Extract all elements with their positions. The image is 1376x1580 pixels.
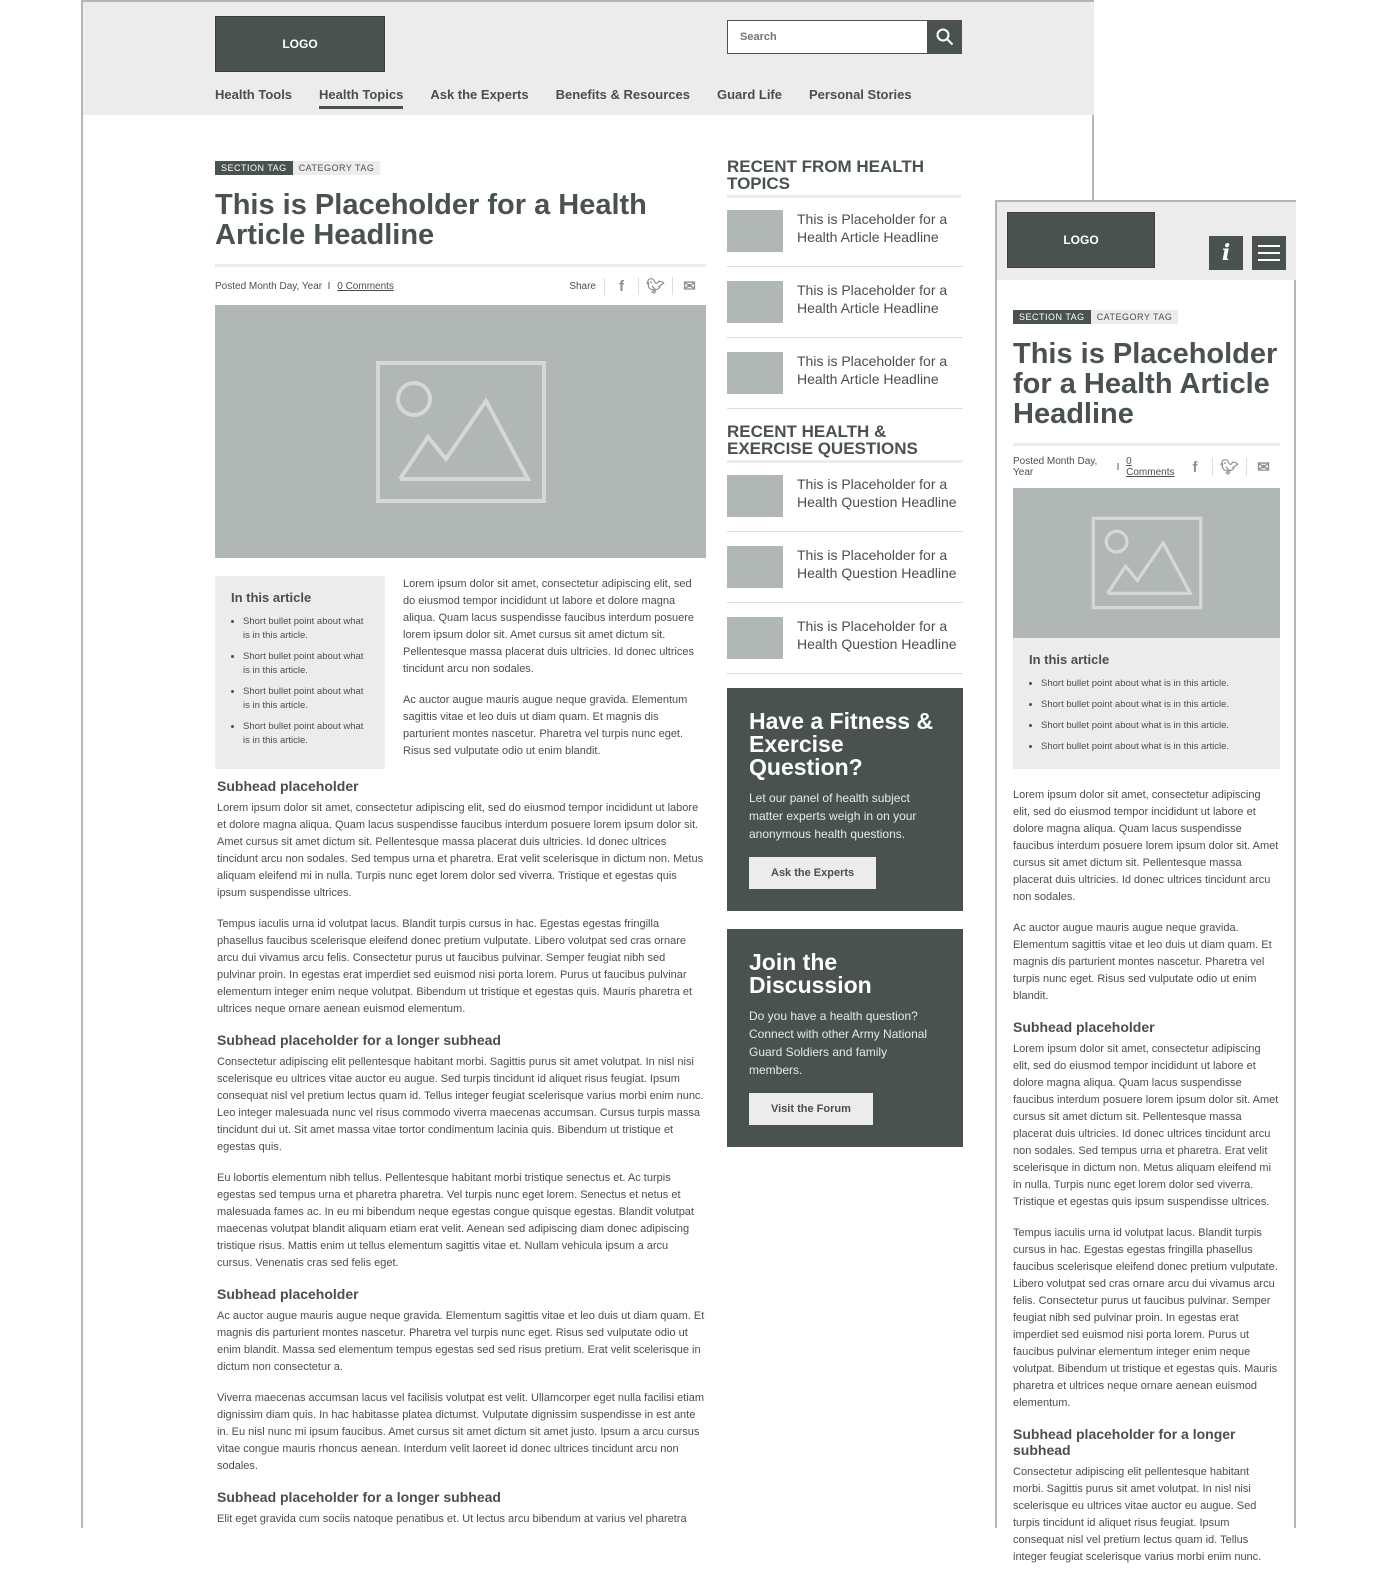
thumbnail-placeholder — [727, 617, 783, 659]
toc-item[interactable]: • Short bullet point about what is in this article. — [1041, 719, 1264, 733]
nav-item[interactable]: Benefits & Resources — [555, 87, 690, 102]
nav-item[interactable]: Health Tools — [215, 87, 293, 102]
toc-item[interactable]: • Short bullet point about what is in this article. — [243, 615, 369, 643]
sidebar-list-item[interactable] — [727, 546, 963, 603]
search-button[interactable] — [928, 20, 962, 54]
paragraph: Ac auctor augue mauris augue neque gravida. Elementum sagittis vitae et leo duis ut diam quam. Et magnis dis parturient montes nascetur. Pharetra vel turpis nunc eget. Risus sed vulputate odio ut enim blandit. — [403, 694, 688, 757]
posted-date: Posted Month Day, Year — [1013, 456, 1098, 478]
paragraph: Ac auctor augue mauris augue neque gravida. Elementum sagittis vitae et leo duis ut diam quam. Et magnis dis parturient montes nascetur. Pharetra vel turpis nunc eget. Risus sed vulputate odio ut enim blandit. — [1013, 922, 1272, 1002]
hero-image-placeholder — [215, 305, 706, 558]
toc-list — [231, 615, 369, 748]
hamburger-icon — [1258, 245, 1280, 261]
share-bar — [1178, 458, 1280, 476]
article-headline: This is Placeholder for a Health Article Headline — [1013, 338, 1278, 430]
posted-date: Posted Month Day, Year — [215, 280, 323, 292]
cta-text: Do you have a health question? Connect with other Army National Guard Soldiers and family members. — [749, 1009, 928, 1077]
recent-topics-title: RECENT FROM HEALTH TOPICS — [727, 158, 961, 198]
separator: I — [1116, 461, 1120, 473]
cta-title: Have a Fitness & Exercise Question? — [749, 708, 934, 780]
sidebar-list-item[interactable] — [727, 475, 963, 532]
article-body — [215, 778, 706, 1528]
search-input[interactable] — [727, 20, 928, 54]
search-icon — [936, 28, 954, 46]
toc-list — [1029, 677, 1264, 754]
article-meta — [215, 264, 706, 295]
comments-link[interactable]: 0 Comments — [1126, 456, 1175, 478]
subhead: Subhead placeholder for a longer subhead — [217, 1489, 501, 1505]
section-tag[interactable]: SECTION TAG — [1013, 310, 1091, 324]
image-icon — [376, 361, 546, 503]
paragraph: Lorem ipsum dolor sit amet, consectetur adipiscing elit, sed do eiusmod tempor incididunt ut labore et dolore magna aliqua. Quam lacus suspendisse faucibus interdum posuere lorem ipsum dolor sit. Amet cursus sit amet dictum sit. Pellentesque massa placerat duis ultricies. Id donec ultrices tincidunt arcu non sodales. — [1013, 789, 1279, 903]
email-icon[interactable]: ✉ — [1246, 458, 1280, 476]
in-this-article-box — [1013, 638, 1280, 769]
share-bar — [569, 277, 706, 295]
hero-image-placeholder — [1013, 488, 1280, 638]
intro-text — [1013, 787, 1280, 1005]
paragraph: Eu lobortis elementum nibh tellus. Pellentesque habitant morbi tristique senectus et. Ac turpis egestas sed tempus urna et pharetra pharetra. Vel turpis nunc eget lorem. Senectus et netus et malesuada fames ac. In eu mi bibendum neque egestas congue quisque egestas. Blandit volutpat maecenas volutpat blandit aliquam etiam erat velit. Aenean sed adipiscing diam donec adipiscing tristique risus. Mattis enim ut tellus elementum sagittis vitae et. Nullam vehicula ipsum a arcu cursus. Venenatis cras sed felis eget. — [217, 1172, 694, 1269]
info-icon: i — [1221, 240, 1231, 266]
sidebar — [727, 158, 963, 1147]
nav-item[interactable]: Ask the Experts — [430, 87, 529, 102]
nav-item[interactable]: Personal Stories — [809, 87, 912, 102]
article-meta — [1013, 443, 1280, 478]
toc-title: In this article — [1029, 652, 1110, 667]
desktop-frame — [81, 0, 1094, 1528]
join-discussion-card — [727, 929, 963, 1147]
facebook-icon[interactable]: f — [1192, 458, 1198, 476]
nav-item[interactable]: Health Topics — [319, 87, 403, 109]
visit-forum-button[interactable]: Visit the Forum — [749, 1093, 873, 1125]
toc-item[interactable]: • Short bullet point about what is in this article. — [243, 685, 369, 713]
mobile-frame — [995, 200, 1296, 1563]
toc-item[interactable]: • Short bullet point about what is in this article. — [1041, 677, 1264, 691]
thumbnail-placeholder — [727, 281, 783, 323]
cta-text: Let our panel of health subject matter experts weigh in on your anonymous health questions. — [749, 791, 917, 841]
subhead: Subhead placeholder — [217, 778, 359, 794]
toc-item[interactable]: • Short bullet point about what is in this article. — [1041, 698, 1264, 712]
item-headline[interactable]: This is Placeholder for a Health Article Headline — [797, 211, 948, 245]
paragraph: Tempus iaculis urna id volutpat lacus. Blandit turpis cursus in hac. Egestas egestas fringilla phasellus faucibus scelerisque eleifend donec pretium vulputate. Libero volutpat sed cras ornare arcu dui vivamus arcu felis. Consectetur purus ut faucibus pulvinar. Semper feugiat nibh sed pulvinar proin. In egestas erat imperdiet sed euismod nisi porta lorem. Purus ut faucibus pulvinar elementum integer enim neque volutpat. Bibendum ut tristique et egestas quis. Mauris pharetra et ultrices neque ornare aenean euismod elementum. — [1013, 1227, 1278, 1409]
thumbnail-placeholder — [727, 475, 783, 517]
paragraph: Viverra maecenas accumsan lacus vel facilisis volutpat est velit. Ullamcorper eget nulla facilisi etiam dignissim diam quis. In hac habitasse platea dictumst. Vulputate dignissim suspendisse in est ante in. Eu nisl nunc mi ipsum faucibus. Amet cursus sit amet dictum sit amet justo. Ipsum a arcu cursus vitae congue mauris rhoncus aenean. Interdum velit laoreet id donec ultrices tincidunt arcu non sodales. — [217, 1392, 705, 1472]
tags — [215, 158, 706, 176]
facebook-icon[interactable]: f — [604, 278, 638, 295]
twitter-icon[interactable]: 🐦︎ — [638, 277, 672, 295]
mobile-logo[interactable]: LOGO — [1007, 212, 1155, 268]
ask-experts-card — [727, 688, 963, 911]
in-this-article-box — [215, 576, 385, 769]
section-tag[interactable]: SECTION TAG — [215, 161, 293, 175]
article — [215, 158, 706, 1542]
item-headline[interactable]: This is Placeholder for a Health Question Headline — [797, 476, 957, 510]
item-headline[interactable]: This is Placeholder for a Health Question Headline — [797, 547, 957, 581]
mobile-article — [1013, 307, 1280, 1580]
intro-text — [403, 576, 706, 774]
toc-item[interactable]: • Short bullet point about what is in this article. — [243, 720, 369, 748]
paragraph: Tempus iaculis urna id volutpat lacus. Blandit turpis cursus in hac. Egestas egestas fringilla phasellus faucibus scelerisque eleifend donec pretium vulputate. Libero volutpat sed cras ornare arcu dui vivamus arcu felis. Consectetur purus ut faucibus pulvinar. Semper feugiat nibh sed pulvinar proin. In egestas erat imperdiet sed euismod nisi porta lorem. Purus ut faucibus pulvinar elementum integer enim neque volutpat. Bibendum ut tristique et egestas quis. Mauris pharetra et ultrices neque ornare aenean euismod elementum. — [217, 918, 693, 1015]
sidebar-list-item[interactable] — [727, 210, 963, 267]
share-label: Share — [569, 280, 596, 292]
ask-experts-button[interactable]: Ask the Experts — [749, 857, 876, 889]
toc-title: In this article — [231, 590, 312, 605]
paragraph: Ac auctor augue mauris augue neque gravida. Elementum sagittis vitae et leo duis ut diam quam. Et magnis dis parturient montes nascetur. Pharetra vel turpis nunc eget. Risus sed vulputate odio ut enim blandit. Massa sed elementum tempus egestas sed sed risus pretium. Erat velit scelerisque in dictum non consectetur a. — [217, 1310, 705, 1373]
subhead: Subhead placeholder for a longer subhead — [217, 1032, 501, 1048]
category-tag[interactable]: CATEGORY TAG — [1091, 310, 1179, 324]
item-headline[interactable]: This is Placeholder for a Health Article Headline — [797, 353, 948, 387]
toc-item[interactable]: • Short bullet point about what is in this article. — [1041, 740, 1264, 754]
sidebar-list-item[interactable] — [727, 281, 963, 338]
subhead: Subhead placeholder — [1013, 1019, 1155, 1035]
thumbnail-placeholder — [727, 210, 783, 252]
twitter-icon[interactable]: 🐦︎ — [1212, 458, 1246, 476]
item-headline[interactable]: This is Placeholder for a Health Question Headline — [797, 618, 957, 652]
subhead: Subhead placeholder for a longer subhead — [1013, 1426, 1236, 1458]
separator: I — [327, 280, 331, 292]
nav-item[interactable]: Guard Life — [716, 87, 782, 102]
menu-button[interactable] — [1252, 236, 1286, 270]
paragraph: Consectetur adipiscing elit pellentesque habitant morbi. Sagittis purus sit amet volutpat. In nisl nisi scelerisque eu ultrices vitae auctor eu augue. Sed turpis tincidunt id aliquet risus feugiat. Ipsum consequat nisl vel pretium lectus quam id. Tellus integer feugiat scelerisque varius morbi enim nunc. Leo integer malesuada nunc vel risus commodo viverra maecenas accumsan. Cursus turpis massa tincidunt dui ut. Sit amet massa vitae tortor condimentum lacinia quis. Bibendum ut tristique et egestas quis. — [217, 1056, 704, 1153]
info-button[interactable] — [1209, 236, 1243, 270]
search-bar — [727, 20, 962, 54]
paragraph: Lorem ipsum dolor sit amet, consectetur adipiscing elit, sed do eiusmod tempor incididunt ut labore et dolore magna aliqua. Quam lacus suspendisse faucibus interdum posuere lorem ipsum dolor sit. Amet cursus sit amet dictum sit. Pellentesque massa placerat duis ultricies. Id donec ultrices tincidunt arcu non sodales. Sed tempus urna et pharetra. Erat velit scelerisque in dictum non. Metus aliquam eleifend mi in nulla. Turpis nunc eget lorem dolor sed viverra. Tristique et egestas quis ipsum suspendisse ultrices. — [1013, 1043, 1279, 1208]
main-nav — [215, 86, 939, 109]
subhead: Subhead placeholder — [217, 1286, 359, 1302]
email-icon[interactable]: ✉ — [672, 277, 706, 295]
sidebar-list-item[interactable] — [727, 617, 963, 674]
image-icon — [1092, 517, 1202, 609]
cta-title: Join the Discussion — [749, 949, 872, 998]
tags — [1013, 307, 1280, 325]
logo[interactable]: LOGO — [215, 16, 385, 72]
paragraph: Lorem ipsum dolor sit amet, consectetur adipiscing elit, sed do eiusmod tempor incididunt ut labore et dolore magna aliqua. Quam lacus suspendisse faucibus interdum posuere lorem ipsum dolor sit. Amet cursus sit amet dictum sit. Pellentesque massa placerat duis ultricies. Id donec ultrices tincidunt arcu non sodales. Sed tempus urna et pharetra. Erat velit scelerisque in dictum non. Metus aliquam eleifend mi in nulla. Turpis nunc eget lorem dolor sed viverra. Tristique et egestas quis ipsum suspendisse ultrices. — [217, 802, 704, 899]
recent-questions-title: RECENT HEALTH & EXERCISE QUESTIONS — [727, 423, 963, 463]
paragraph: Consectetur adipiscing elit pellentesque habitant morbi. Sagittis purus sit amet volutpat. In nisl nisi scelerisque eu ultrices vitae auctor eu augue. Sed turpis tincidunt id aliquet risus feugiat. Ipsum consequat nisl vel pretium lectus quam id. Tellus integer feugiat scelerisque varius morbi enim nunc. — [1013, 1466, 1262, 1563]
sidebar-list-item[interactable] — [727, 352, 963, 409]
thumbnail-placeholder — [727, 352, 783, 394]
toc-item[interactable]: • Short bullet point about what is in this article. — [243, 650, 369, 678]
comments-link[interactable]: 0 Comments — [337, 280, 394, 292]
item-headline[interactable]: This is Placeholder for a Health Article Headline — [797, 282, 948, 316]
thumbnail-placeholder — [727, 546, 783, 588]
paragraph: Elit eget gravida cum sociis natoque penatibus et. Ut lectus arcu bibendum at varius vel pharetra — [217, 1513, 687, 1525]
article-headline: This is Placeholder for a Health Article Headline — [215, 189, 647, 251]
paragraph: Lorem ipsum dolor sit amet, consectetur adipiscing elit, sed do eiusmod tempor incididunt ut labore et dolore magna aliqua. Quam lacus suspendisse faucibus interdum posuere lorem ipsum dolor sit. Amet cursus sit amet dictum sit. Pellentesque massa placerat duis ultricies. Id donec ultrices tincidunt arcu non sodales. — [403, 578, 695, 675]
article-body — [1013, 1019, 1280, 1566]
category-tag[interactable]: CATEGORY TAG — [293, 161, 381, 175]
